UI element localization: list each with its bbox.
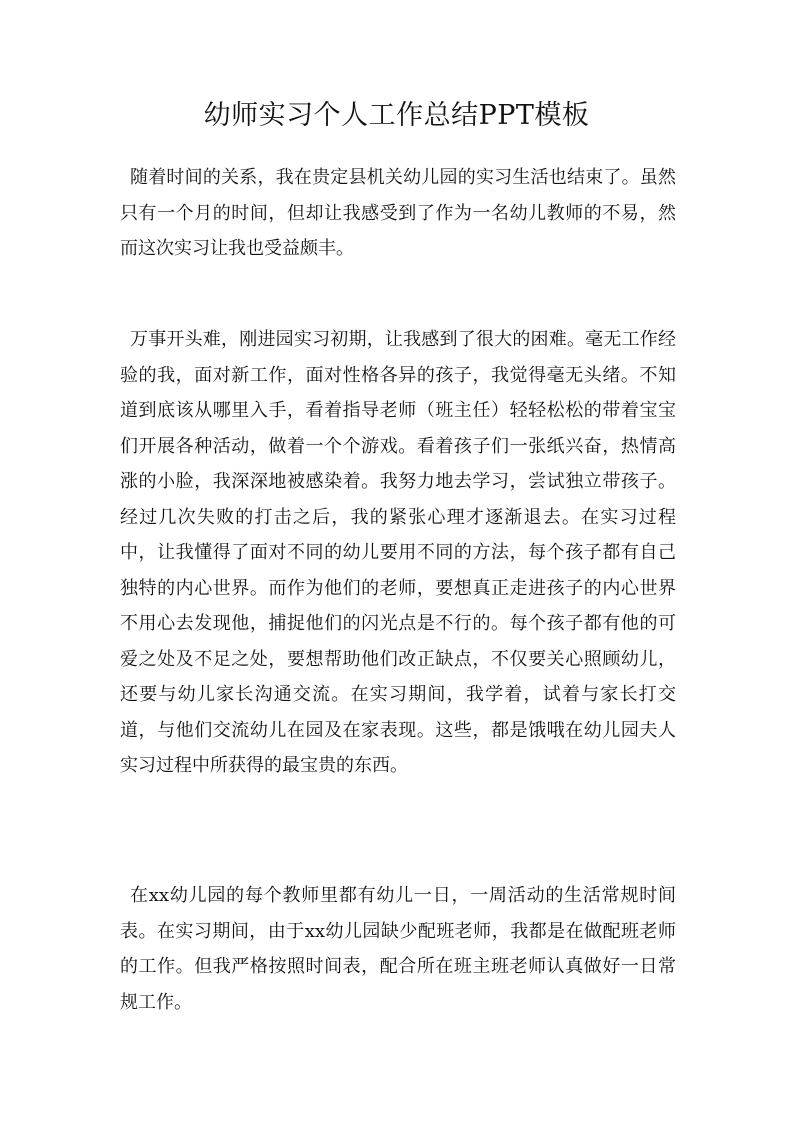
paragraph-1: 随着时间的关系，我在贵定县机关幼儿园的实习生活也结束了。虽然只有一个月的时间，但却让我感受到了作为一名幼儿教师的不易，然而这次实习让我也受益颇丰。 (120, 167, 676, 259)
document-title: 幼师实习个人工作总结PPT模板 (203, 100, 590, 131)
paragraph-2: 万事开头难，刚进园实习初期，让我感到了很大的困难。毫无工作经验的我，面对新工作，面对性格各异的孩子，我觉得毫无头绪。不知道到底该从哪里入手，看着指导老师（班主任）轻轻松松的带着宝宝们开展各种活动，做着一个个游戏。看着孩子们一张纸兴奋，热情高涨的小脸，我深深地被感染着。我努力地去学习，尝试独立带孩子。经过几次失败的打击之后，我的紧张心理才逐渐退去。在实习过程中，让我懂得了面对不同的幼儿要用不同的方法，每个孩子都有自己独特的内心世界。而作为他们的老师，要想真正走进孩子的内心世界不用心去发现他，捕捉他们的闪光点是不行的。每个孩子都有他的可爱之处及不足之处，要想帮助他们改正缺点，不仅要关心照顾幼儿，还要与幼儿家长沟通交流。在实习期间，我学着，试着与家长打交道，与他们交流幼儿在园及在家表现。这些，都是饿哦在幼儿园夫人实习过程中所获得的最宝贵的东西。 (120, 329, 676, 776)
paragraph-3: 在xx幼儿园的每个教师里都有幼儿一日，一周活动的生活常规时间表。在实习期间，由于xx幼儿园缺少配班老师，我都是在做配班老师的工作。但我严格按照时间表，配合所在班主班老师认真做好一日常规工作。 (120, 885, 676, 1013)
